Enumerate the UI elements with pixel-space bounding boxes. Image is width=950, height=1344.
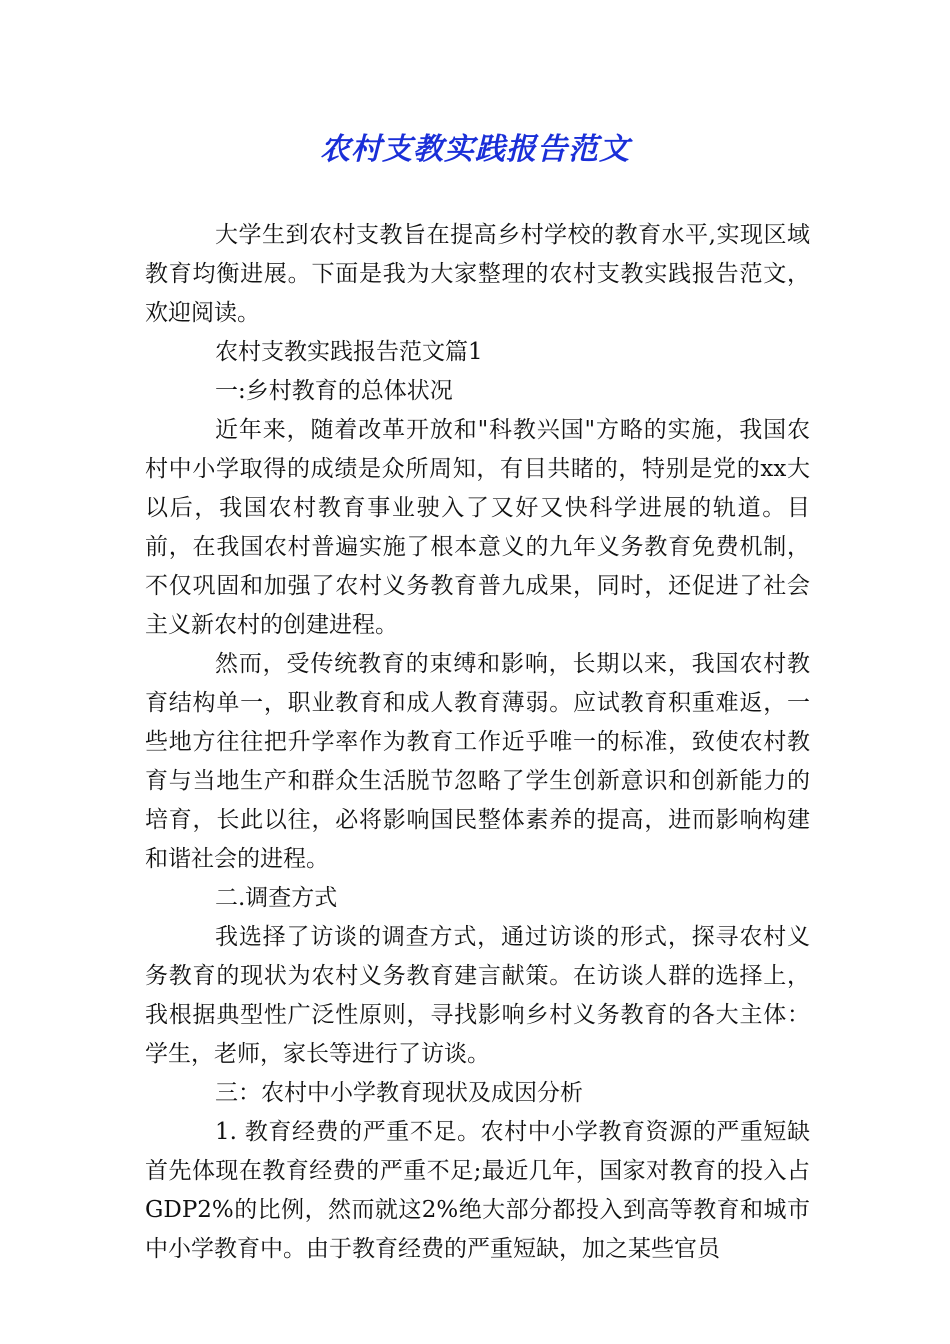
document-body	[145, 216, 810, 1269]
paragraph: 然而，受传统教育的束缚和影响，长期以来，我国农村教育结构单一，职业教育和成人教育薄弱。应试教育积重难返，一些地方往往把升学率作为教育工作近乎唯一的标准，致使农村教育与当地生产和群众生活脱节忽略了学生创新意识和创新能力的培育，长此以往，必将影响国民整体素养的提高，进而影响构建和谐社会的进程。	[145, 651, 810, 872]
paragraph: 近年来，随着改革开放和"科教兴国"方略的实施，我国农村中小学取得的成绩是众所周知，有目共睹的，特别是党的xx大以后，我国农村教育事业驶入了又好又快科学进展的轨道。目前，在我国农村普遍实施了根本意义的九年义务教育免费机制，不仅巩固和加强了农村义务教育普九成果，同时，还促进了社会主义新农村的创建进程。	[145, 417, 810, 638]
paragraph: 1. 教育经费的严重不足。农村中小学教育资源的严重短缺首先体现在教育经费的严重不足;最近几年，国家对教育的投入占GDP2%的比例，然而就这2%绝大部分都投入到高等教育和城市中小学教育中。由于教育经费的严重短缺，加之某些官员	[145, 1119, 810, 1262]
document-title: 农村支教实践报告范文	[320, 132, 630, 167]
section-heading: 农村支教实践报告范文篇1	[215, 339, 483, 365]
section-heading: 三：农村中小学教育现状及成因分析	[215, 1080, 583, 1106]
section-heading: 一:乡村教育的总体状况	[215, 378, 453, 404]
paragraph: 我选择了访谈的调查方式，通过访谈的形式，探寻农村义务教育的现状为农村义务教育建言献策。在访谈人群的选择上，我根据典型性广泛性原则，寻找影响乡村义务教育的各大主体：学生，老师，家长等进行了访谈。	[145, 924, 810, 1067]
section-heading: 二.调查方式	[215, 885, 338, 911]
paragraph: 大学生到农村支教旨在提高乡村学校的教育水平,实现区域教育均衡进展。下面是我为大家整理的农村支教实践报告范文，欢迎阅读。	[145, 222, 810, 326]
